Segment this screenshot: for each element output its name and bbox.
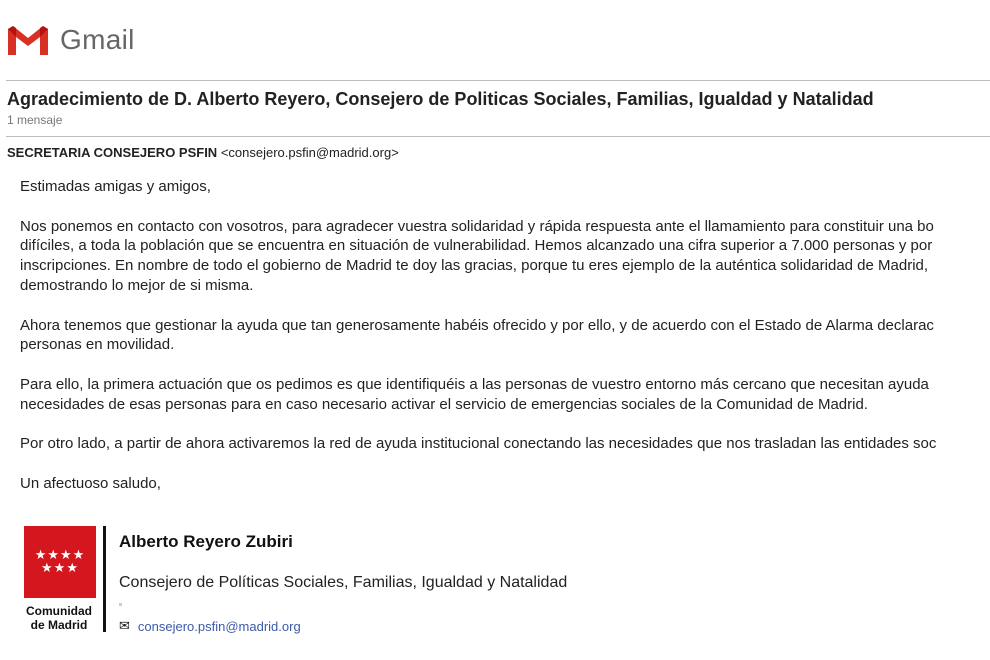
divider xyxy=(6,136,990,137)
gmail-header xyxy=(6,18,135,62)
signature-email-row xyxy=(119,618,301,634)
gmail-logo-icon xyxy=(6,23,50,57)
closing: Un afectuoso saludo, xyxy=(20,474,161,492)
paragraph-4: Por otro lado, a partir de ahora activaremos la red de ayuda institucional conectando las necesidades que nos trasladan las entidades soc xyxy=(20,435,937,453)
gmail-wordmark: Gmail xyxy=(60,24,135,55)
message-body xyxy=(20,177,990,514)
signature-dot xyxy=(119,603,122,606)
sender-email[interactable]: <consejero.psfin@madrid.org> xyxy=(220,145,399,160)
signature-email-link[interactable]: consejero.psfin@madrid.org xyxy=(137,618,301,634)
signature-divider xyxy=(103,526,106,632)
paragraph-2: Ahora tenemos que gestionar la ayuda que tan generosamente habéis ofrecido y por ello, y de acuerdo con el Estado de Alarma declarac personas en movilidad. xyxy=(20,316,934,354)
envelope-icon: ✉ xyxy=(119,618,130,633)
signature-name: Alberto Reyero Zubiri xyxy=(119,532,293,551)
comunidad-madrid-logo xyxy=(20,526,98,632)
stars-icon: ★★★★ ★★★ xyxy=(34,547,86,575)
madrid-flag-icon xyxy=(24,526,96,598)
logo-text-line-1: Comunidad xyxy=(26,604,92,618)
paragraph-1: Nos ponemos en contacto con vosotros, para agradecer vuestra solidaridad y rápida respuesta ante el llamamiento para constituir una bo difíciles, a toda la población que se encuentra en situación de vulnerabilidad. Hemos alcanzado una cifra superior a 7.000 personas y por inscripciones. En nombre de todo el gobierno de Madrid te doy las gracias, porque tu eres ejemplo de la auténtica solidaridad de Madrid, demostrando lo mejor de si misma. xyxy=(20,217,934,294)
paragraph-3: Para ello, la primera actuación que os pedimos es que identifiquéis a las personas de vuestro entorno más cercano que necesitan ayuda necesidades de esas personas para en caso necesario activar el servicio de emergencias sociales de la Comunidad de Madrid. xyxy=(20,375,929,413)
sender-line xyxy=(7,145,399,160)
logo-text-line-2: de Madrid xyxy=(30,618,88,632)
message-count: 1 mensaje xyxy=(7,113,63,127)
greeting: Estimadas amigas y amigos, xyxy=(20,178,211,195)
message-subject: Agradecimiento de D. Alberto Reyero, Consejero de Politicas Sociales, Familias, Igualdad y Natalidad xyxy=(7,89,874,109)
divider xyxy=(6,80,990,81)
sender-name: SECRETARIA CONSEJERO PSFIN xyxy=(7,145,218,160)
signature-title: Consejero de Políticas Sociales, Familias, Igualdad y Natalidad xyxy=(119,574,568,591)
